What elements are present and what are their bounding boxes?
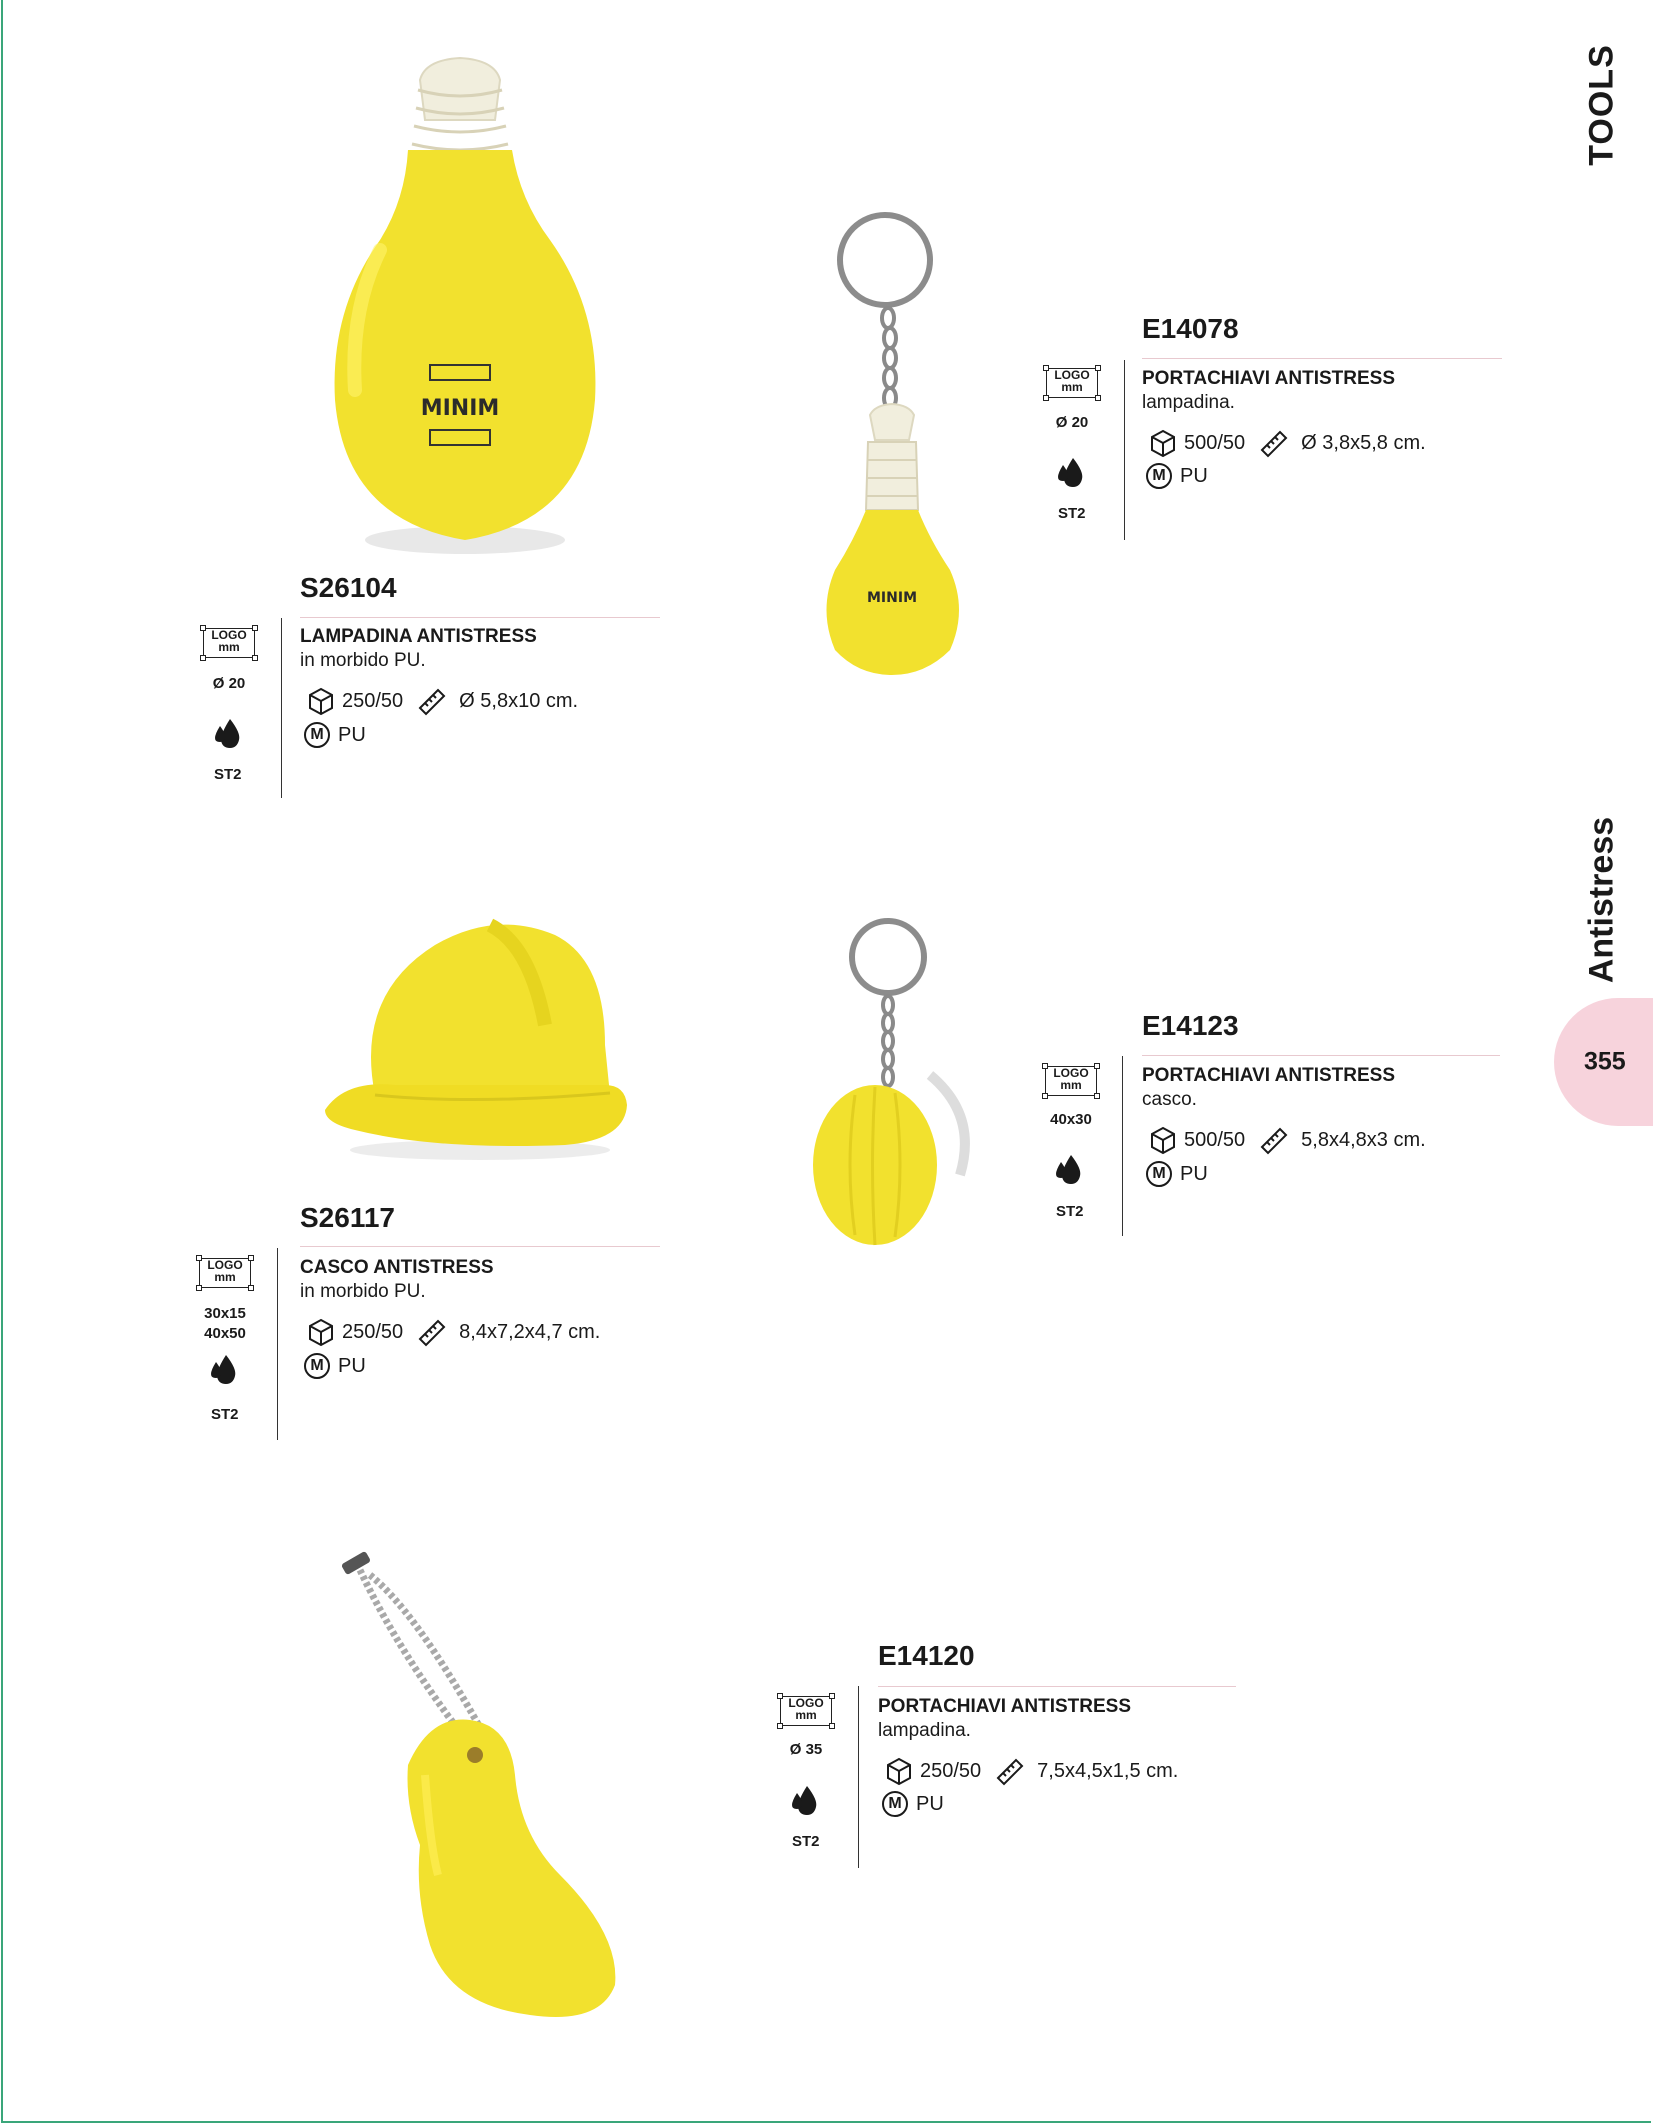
divider (1142, 358, 1502, 359)
print-technique: ST2 (1058, 505, 1086, 522)
pack-quantity: 250/50 (920, 1759, 982, 1782)
pack-quantity: 500/50 (1184, 1128, 1246, 1151)
ruler-icon (417, 686, 447, 716)
divider (300, 1246, 660, 1247)
material-m-icon: M (1146, 1161, 1172, 1187)
product-code: E14120 (878, 1640, 975, 1671)
product-code: E14123 (1142, 1010, 1239, 1041)
product-material (1146, 1161, 1208, 1187)
vertical-divider (858, 1686, 859, 1868)
svg-text:MINIM: MINIM (867, 590, 917, 606)
logo-size: 40x30 (1050, 1111, 1092, 1128)
product-description: in morbido PU. (300, 650, 426, 671)
material-m-icon: M (304, 722, 330, 748)
product-specs (306, 1317, 600, 1347)
product-code: S26104 (300, 572, 397, 603)
ink-drop-icon (209, 1353, 239, 1385)
logo-size: Ø 35 (789, 1741, 823, 1758)
vertical-divider (281, 618, 282, 798)
product-image-flat-bulb-keychain (320, 1545, 720, 2025)
material-m-icon: M (304, 1353, 330, 1379)
material-value: PU (338, 1354, 366, 1377)
ink-drop-icon (790, 1784, 820, 1816)
material-value: PU (338, 723, 366, 746)
product-size: Ø 3,8x5,8 cm. (1301, 431, 1426, 454)
vertical-divider (1124, 360, 1125, 540)
box-icon (1148, 1125, 1178, 1155)
product-name: PORTACHIAVI ANTISTRESS (1142, 1065, 1395, 1086)
box-icon (306, 686, 336, 716)
product-image-helmet (315, 905, 635, 1165)
material-value: PU (1180, 1162, 1208, 1185)
product-specs (306, 686, 578, 716)
logo-area-icon: LOGO mm (776, 1692, 836, 1730)
pack-quantity: 500/50 (1184, 431, 1246, 454)
material-value: PU (1180, 464, 1208, 487)
product-image-helmet-keychain (800, 915, 980, 1255)
divider (1142, 1055, 1500, 1056)
product-material (304, 1353, 366, 1379)
product-size: 8,4x7,2x4,7 cm. (459, 1320, 601, 1343)
product-description: lampadina. (878, 1720, 971, 1741)
product-size: 5,8x4,8x3 cm. (1301, 1128, 1426, 1151)
print-technique: ST2 (1056, 1203, 1084, 1220)
section-label[interactable]: Antistress (1582, 816, 1621, 984)
logo-area-icon: LOGO mm (195, 1254, 255, 1292)
ruler-icon (1259, 1125, 1289, 1155)
product-image-bulb (300, 50, 620, 560)
logo-size: 30x15 40x50 (204, 1305, 246, 1342)
ink-drop-icon (213, 717, 243, 749)
logo-area-icon: LOGO mm (1042, 364, 1102, 402)
product-size: 7,5x4,5x1,5 cm. (1037, 1759, 1179, 1782)
svg-text:MINIM: MINIM (420, 396, 500, 421)
product-name: LAMPADINA ANTISTRESS (300, 626, 537, 647)
pack-quantity: 250/50 (342, 689, 404, 712)
product-description: in morbido PU. (300, 1281, 426, 1302)
print-technique: ST2 (211, 1406, 239, 1423)
box-icon (884, 1756, 914, 1786)
product-code: S26117 (300, 1202, 395, 1233)
page-number: 355 (1584, 1047, 1626, 1076)
ruler-icon (417, 1317, 447, 1347)
box-icon (306, 1317, 336, 1347)
logo-area-icon: LOGO mm (199, 624, 259, 662)
product-description: lampadina. (1142, 392, 1235, 413)
ink-drop-icon (1056, 456, 1086, 488)
product-name: PORTACHIAVI ANTISTRESS (1142, 368, 1395, 389)
product-code: E14078 (1142, 313, 1239, 344)
pack-quantity: 250/50 (342, 1320, 404, 1343)
product-specs (1148, 1125, 1426, 1155)
product-material (1146, 463, 1208, 489)
ink-drop-icon (1054, 1153, 1084, 1185)
vertical-divider (277, 1248, 278, 1440)
product-size: Ø 5,8x10 cm. (459, 689, 579, 712)
product-description: casco. (1142, 1089, 1197, 1110)
print-technique: ST2 (214, 766, 242, 783)
ruler-icon (995, 1756, 1025, 1786)
logo-size: Ø 20 (212, 675, 246, 692)
product-name: CASCO ANTISTRESS (300, 1257, 494, 1278)
category-label: TOOLS (1582, 44, 1621, 166)
product-name: PORTACHIAVI ANTISTRESS (878, 1696, 1131, 1717)
ruler-icon (1259, 428, 1289, 458)
material-value: PU (916, 1792, 944, 1815)
product-image-bulb-keychain (820, 210, 980, 680)
product-material (882, 1791, 944, 1817)
product-specs (1148, 428, 1426, 458)
logo-size: Ø 20 (1055, 414, 1089, 431)
print-technique: ST2 (792, 1833, 820, 1850)
divider (300, 617, 660, 618)
page-number-tab (1554, 998, 1653, 1126)
product-specs (884, 1756, 1178, 1786)
logo-area-icon: LOGO mm (1041, 1062, 1101, 1100)
material-m-icon: M (1146, 463, 1172, 489)
box-icon (1148, 428, 1178, 458)
product-material (304, 722, 366, 748)
material-m-icon: M (882, 1791, 908, 1817)
vertical-divider (1122, 1056, 1123, 1236)
divider (878, 1686, 1236, 1687)
